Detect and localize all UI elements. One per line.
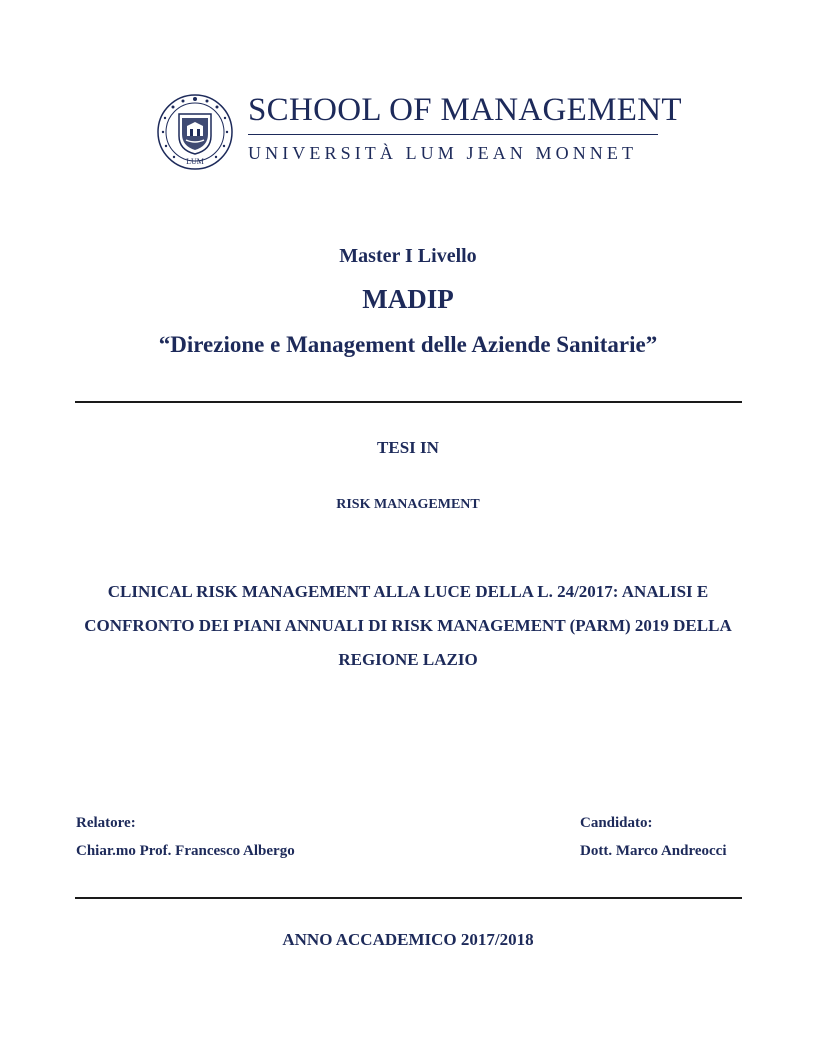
school-logo: [155, 92, 682, 172]
logo-title: SCHOOL OF MANAGEMENT: [248, 92, 682, 128]
top-divider: [75, 401, 742, 403]
bottom-divider: [75, 897, 742, 899]
thesis-subject: RISK MANAGEMENT: [336, 497, 480, 512]
candidate-label: Candidato:: [580, 815, 653, 831]
thesis-heading: TESI IN: [377, 438, 439, 457]
seal-lettering: LUM: [186, 157, 204, 166]
logo-subtitle: UNIVERSITÀ LUM JEAN MONNET: [248, 143, 638, 163]
university-seal-icon: [155, 92, 235, 172]
logo-divider: [248, 134, 658, 135]
program-full-name: “Direzione e Management delle Aziende Sanitarie”: [158, 332, 658, 357]
program-level: Master I Livello: [339, 245, 477, 267]
candidate-name: Dott. Marco Andreocci: [580, 843, 727, 859]
thesis-title: CLINICAL RISK MANAGEMENT ALLA LUCE DELLA L. 24/2017: ANALISI E CONFRONTO DEI PIANI ANNUALI DI RISK MANAGEMENT (PARM) 2019 DELLA REGIONE LAZIO: [84, 582, 732, 669]
advisor-label: Relatore:: [76, 815, 136, 831]
program-name: MADIP: [362, 284, 454, 314]
academic-year: ANNO ACCADEMICO 2017/2018: [282, 930, 534, 949]
advisor-name: Chiar.mo Prof. Francesco Albergo: [76, 843, 295, 859]
